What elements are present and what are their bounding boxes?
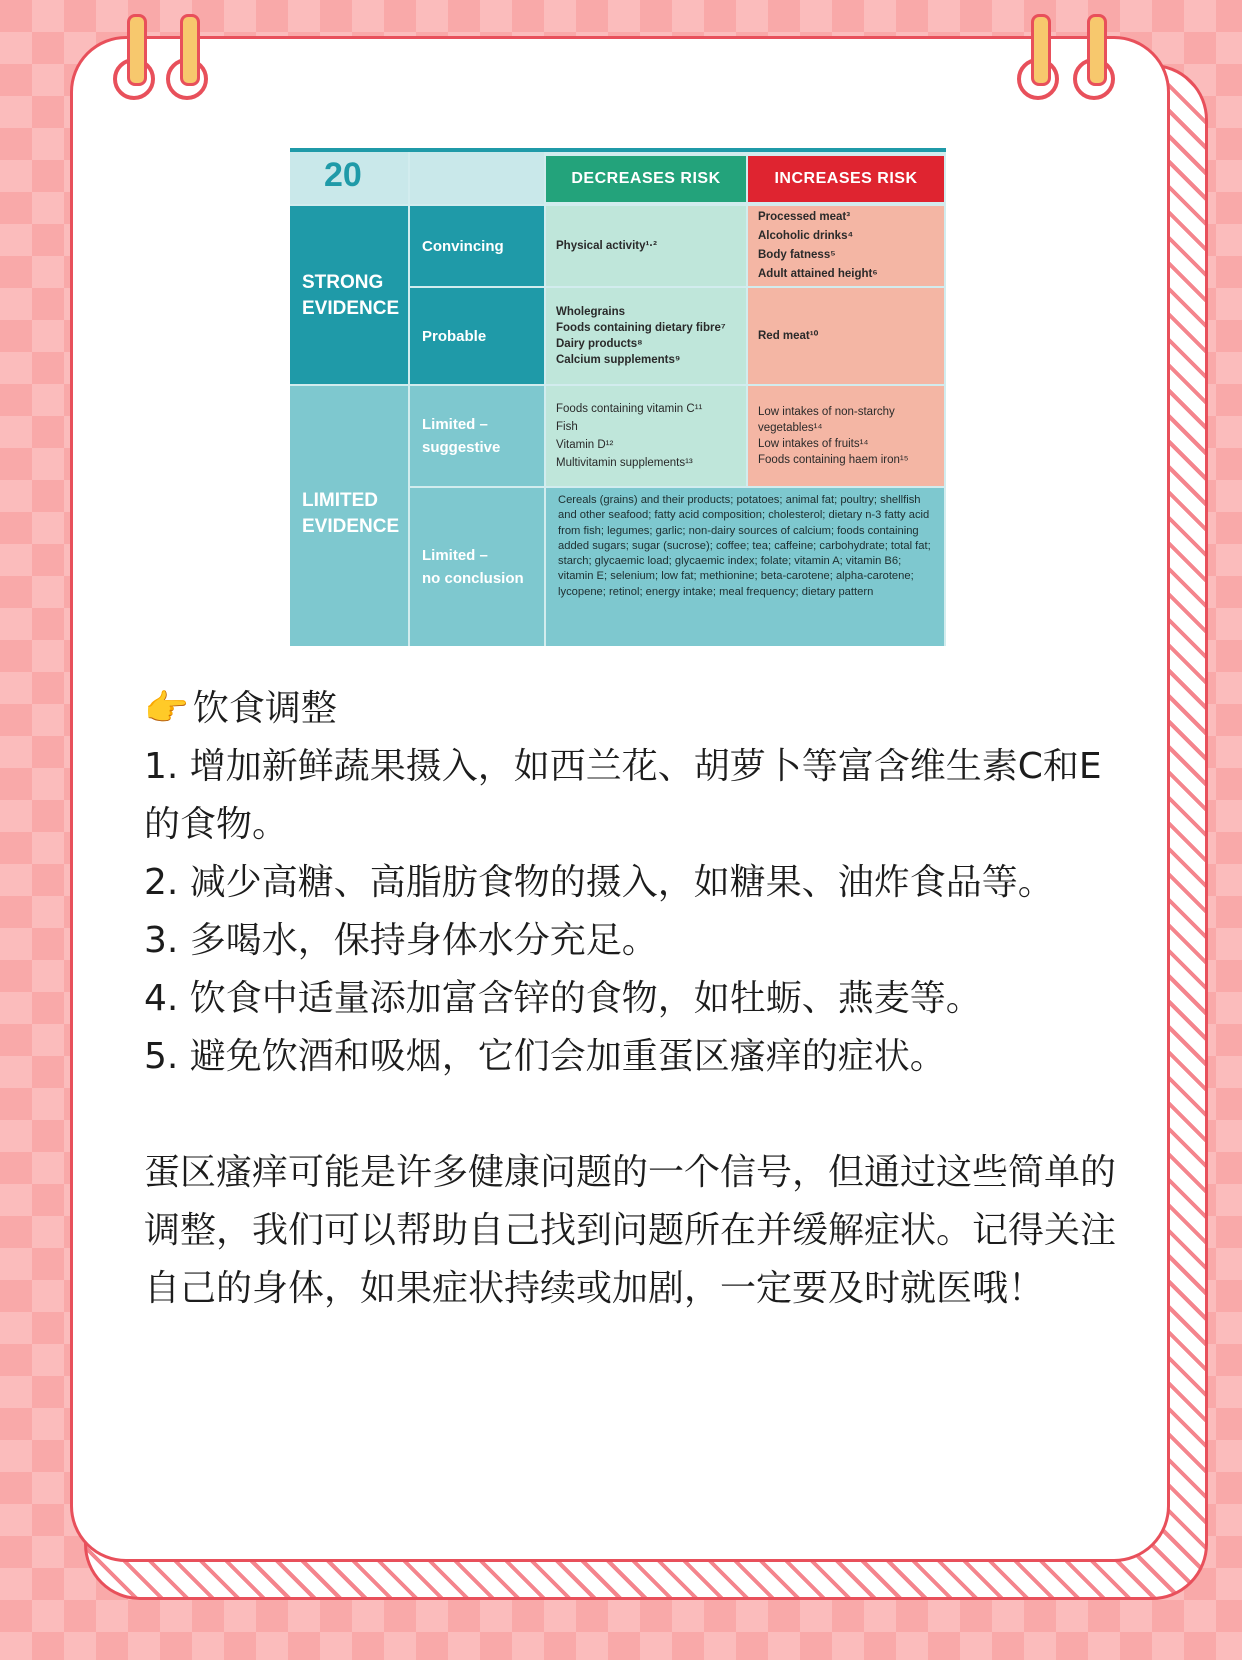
row-label-convincing: Convincing: [410, 206, 544, 286]
article-content: [144, 680, 1124, 1318]
row-label-probable: Probable: [410, 288, 544, 384]
group-limited-evidence: LIMITED EVIDENCE: [290, 386, 408, 646]
probable-decreases: Wholegrains Foods containing dietary fibre⁷ Dairy products⁸ Calcium supplements⁹: [546, 288, 746, 384]
row-label-limited-no-conclusion: Limited – no conclusion: [410, 488, 544, 646]
convincing-increases: Processed meat³ Alcoholic drinks⁴ Body fatness⁵ Adult attained height⁶: [748, 206, 944, 286]
group-strong-evidence: STRONG EVIDENCE: [290, 206, 408, 384]
binder-ring-icon: [1087, 14, 1107, 86]
section-heading: [144, 680, 1124, 738]
no-conclusion-text: Cereals (grains) and their products; potatoes; animal fat; poultry; shellfish and other seafood; fatty acid composition; cholesterol; dietary n-3 fatty acid from fish; legumes; garlic; non-dairy sources of calcium; foods containing added sugars; sugar (sucrose); coffee; tea; caffeine; carbohydrate; total fat; starch; glycaemic load; glycaemic index; folate; vitamin A; vitamin B6; vitamin E; selenium; low fat; methionine; beta-carotene; alpha-carotene; lycopene; retinol; energy intake; meal frequency; dietary pattern: [546, 488, 944, 646]
suggestive-increases: Low intakes of non-starchy vegetables¹⁴ Low intakes of fruits¹⁴ Foods containing haem iron¹⁵: [748, 386, 944, 486]
spacer: [144, 1086, 1124, 1144]
list-item: 3. 多喝水，保持身体水分充足。: [144, 920, 658, 961]
binder-ring-icon: [1031, 14, 1051, 86]
section-heading-text: 饮食调整: [192, 688, 337, 729]
suggestive-decreases: Foods containing vitamin C¹¹ Fish Vitamin D¹² Multivitamin supplements¹³: [546, 386, 746, 486]
list-item: 5. 避免饮酒和吸烟，它们会加重蛋区瘙痒的症状。: [144, 1036, 946, 1077]
conclusion-paragraph: 蛋区瘙痒可能是许多健康问题的一个信号，但通过这些简单的调整，我们可以帮助自己找到问题所在并缓解症状。记得关注自己的身体，如果症状持续或加剧，一定要及时就医哦！: [144, 1152, 1117, 1309]
binder-ring-icon: [127, 14, 147, 86]
list-item: 1. 增加新鲜蔬果摄入，如西兰花、胡萝卜等富含维生素C和E的食物。: [144, 746, 1102, 845]
binder-ring-icon: [180, 14, 200, 86]
table-year-fragment: 20: [290, 152, 408, 204]
row-label-limited-suggestive: Limited – suggestive: [410, 386, 544, 486]
header-increases-risk: INCREASES RISK: [748, 156, 944, 202]
convincing-decreases: Physical activity¹·²: [546, 206, 746, 286]
list-item: 2. 减少高糖、高脂肪食物的摄入，如糖果、油炸食品等。: [144, 862, 1054, 903]
table-corner: [410, 152, 544, 204]
list-item: 4. 饮食中适量添加富含锌的食物，如牡蛎、燕麦等。: [144, 978, 982, 1019]
evidence-table-image: [290, 148, 946, 646]
probable-increases: Red meat¹⁰: [748, 288, 944, 384]
header-decreases-risk: DECREASES RISK: [546, 156, 746, 202]
pointing-hand-icon: 👉: [144, 688, 189, 729]
